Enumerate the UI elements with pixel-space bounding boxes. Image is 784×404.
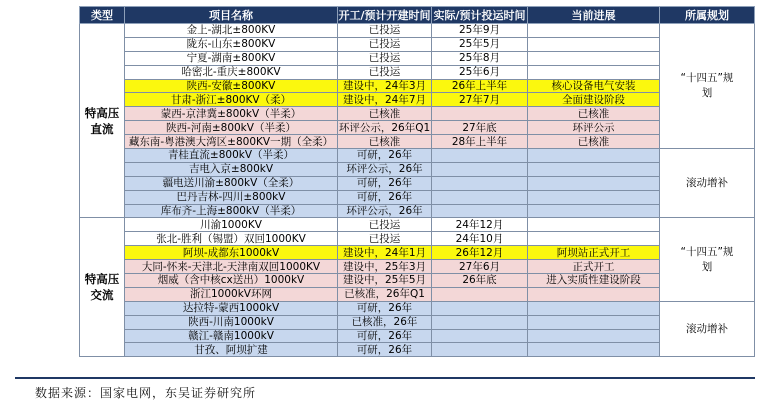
project-name-cell: 青桂直流±800kV（半柔） xyxy=(125,149,338,163)
table-row xyxy=(80,190,755,204)
table-row xyxy=(80,121,755,135)
project-name-cell: 陕西-河南±800kV（半柔） xyxy=(125,121,338,135)
progress-cell: 正式开工 xyxy=(528,260,660,274)
table-row xyxy=(80,260,755,274)
header-start-time: 开工/预计开建时间 xyxy=(338,7,432,24)
operation-time-cell: 25年6月 xyxy=(432,65,528,79)
table-row xyxy=(80,107,755,121)
project-name-cell: 蒙西-京津冀±800kV（半柔） xyxy=(125,107,338,121)
table-row xyxy=(80,329,755,343)
operation-time-cell: 25年5月 xyxy=(432,37,528,51)
footer-divider xyxy=(15,377,755,379)
progress-cell xyxy=(528,24,660,38)
table-row xyxy=(80,93,755,107)
progress-cell xyxy=(528,176,660,190)
operation-time-cell xyxy=(432,301,528,315)
project-name-cell: 达拉特-蒙西1000kV xyxy=(125,301,338,315)
plan-cell: 滚动增补 xyxy=(660,149,755,218)
operation-time-cell: 28年上半年 xyxy=(432,135,528,149)
project-name-cell: 哈密北-重庆±800KV xyxy=(125,65,338,79)
uhv-projects-table xyxy=(79,6,755,357)
start-time-cell: 环评公示，26年 xyxy=(338,204,432,218)
header-plan: 所属规划 xyxy=(660,7,755,24)
category-cell: 特高压 直流 xyxy=(80,24,125,218)
start-time-cell: 可研，26年 xyxy=(338,176,432,190)
operation-time-cell: 26年上半年 xyxy=(432,79,528,93)
project-name-cell: 陇东-山东±800KV xyxy=(125,37,338,51)
start-time-cell: 已核准，26年 xyxy=(338,315,432,329)
project-name-cell: 库布齐-上海±800kV（半柔） xyxy=(125,204,338,218)
operation-time-cell: 27年6月 xyxy=(432,260,528,274)
start-time-cell: 建设中，24年7月 xyxy=(338,93,432,107)
project-name-cell: 宁夏-湖南±800KV xyxy=(125,51,338,65)
project-name-cell: 阿坝-成都东1000kV xyxy=(125,246,338,260)
header-progress: 当前进展 xyxy=(528,7,660,24)
source-note: 数据来源：国家电网，东吴证券研究所 xyxy=(35,386,257,400)
table-row xyxy=(80,37,755,51)
start-time-cell: 已投运 xyxy=(338,232,432,246)
project-name-cell: 张北-胜利（锡盟）双回1000KV xyxy=(125,232,338,246)
start-time-cell: 已投运 xyxy=(338,37,432,51)
table-row xyxy=(80,287,755,301)
project-name-cell: 疆电送川渝±800kV（全柔） xyxy=(125,176,338,190)
operation-time-cell: 27年底 xyxy=(432,121,528,135)
start-time-cell: 环评公示，26年Q1 xyxy=(338,121,431,134)
start-time-cell: 已投运 xyxy=(338,218,432,232)
start-time-cell: 可研，26年 xyxy=(338,343,432,357)
progress-cell xyxy=(528,204,660,218)
table-row xyxy=(80,246,755,260)
plan-cell: “十四五”规 划 xyxy=(660,24,755,149)
table-row xyxy=(80,24,755,38)
progress-cell xyxy=(528,232,660,246)
operation-time-cell xyxy=(432,149,528,163)
progress-cell xyxy=(528,315,660,329)
project-name-cell: 赣江-赣南1000kV xyxy=(125,329,338,343)
table-row xyxy=(80,162,755,176)
table-row xyxy=(80,343,755,357)
progress-cell: 核心设备电气安装 xyxy=(528,79,660,93)
project-name-cell: 大同-怀来-天津北-天津南双回1000KV xyxy=(125,260,338,274)
operation-time-cell xyxy=(432,176,528,190)
project-name-cell: 吉电入京±800kV xyxy=(125,162,338,176)
table-row xyxy=(80,51,755,65)
operation-time-cell: 25年9月 xyxy=(432,24,528,38)
start-time-cell: 已核准，26年Q1 xyxy=(338,287,432,301)
progress-cell xyxy=(528,51,660,65)
projects-table-wrap xyxy=(79,6,754,357)
category-cell: 特高压 交流 xyxy=(80,218,125,357)
progress-cell: 环评公示 xyxy=(528,121,660,135)
operation-time-cell: 27年7月 xyxy=(432,93,528,107)
project-name-cell: 浙江1000kV环网 xyxy=(125,287,338,301)
header-row xyxy=(80,7,755,24)
start-time-cell: 可研，26年 xyxy=(338,190,432,204)
progress-cell xyxy=(528,190,660,204)
operation-time-cell xyxy=(432,329,528,343)
start-time-cell: 建设中，25年3月 xyxy=(338,260,432,274)
start-time-cell: 可研，26年 xyxy=(338,301,432,315)
project-name-cell: 陕西-川南1000kV xyxy=(125,315,338,329)
operation-time-cell: 24年12月 xyxy=(432,218,528,232)
progress-cell: 阿坝站正式开工 xyxy=(528,246,660,260)
progress-cell xyxy=(528,301,660,315)
header-type: 类型 xyxy=(80,7,125,24)
table-row xyxy=(80,274,755,288)
start-time-cell: 可研，26年 xyxy=(338,149,432,163)
operation-time-cell: 26年12月 xyxy=(432,246,528,260)
header-project-name: 项目名称 xyxy=(125,7,338,24)
operation-time-cell xyxy=(432,343,528,357)
project-name-cell: 川渝1000KV xyxy=(125,218,338,232)
project-name-cell: 巴丹吉林-四川±800kV xyxy=(125,190,338,204)
operation-time-cell xyxy=(432,162,528,176)
operation-time-cell: 24年10月 xyxy=(432,232,528,246)
project-name-cell: 陕西-安徽±800KV xyxy=(125,79,338,93)
table-row xyxy=(80,149,755,163)
table-row xyxy=(80,301,755,315)
operation-time-cell xyxy=(432,315,528,329)
project-name-cell: 甘肃-浙江±800KV（柔） xyxy=(125,93,338,107)
start-time-cell: 已核准 xyxy=(338,135,432,149)
progress-cell xyxy=(528,162,660,176)
start-time-cell: 建设中，24年3月 xyxy=(338,79,432,93)
progress-cell: 进入实质性建设阶段 xyxy=(528,274,660,288)
start-time-cell: 可研，26年 xyxy=(338,329,432,343)
table-row xyxy=(80,79,755,93)
progress-cell xyxy=(528,37,660,51)
table-row xyxy=(80,218,755,232)
table-row xyxy=(80,135,755,149)
progress-cell xyxy=(528,287,660,301)
project-name-cell: 甘孜、阿坝扩建 xyxy=(125,343,338,357)
start-time-cell: 建设中，25年5月 xyxy=(338,274,432,288)
start-time-cell: 已核准 xyxy=(338,107,432,121)
plan-cell: 滚动增补 xyxy=(660,301,755,357)
progress-cell xyxy=(528,149,660,163)
start-time-cell: 建设中，24年1月 xyxy=(338,246,432,260)
project-name-cell: 金上-湖北±800KV xyxy=(125,24,338,38)
start-time-cell: 已投运 xyxy=(338,24,432,38)
project-name-cell: 藏东南-粤港澳大湾区±800KV一期（全柔） xyxy=(125,135,338,149)
start-time-cell: 已投运 xyxy=(338,51,432,65)
table-row xyxy=(80,204,755,218)
progress-cell xyxy=(528,329,660,343)
table-row xyxy=(80,315,755,329)
operation-time-cell: 25年8月 xyxy=(432,51,528,65)
table-row xyxy=(80,65,755,79)
table-body xyxy=(80,24,755,357)
operation-time-cell xyxy=(432,107,528,121)
progress-cell: 已核准 xyxy=(528,135,660,149)
table-row xyxy=(80,176,755,190)
start-time-cell: 环评公示，26年 xyxy=(338,162,432,176)
operation-time-cell xyxy=(432,287,528,301)
operation-time-cell: 26年底 xyxy=(432,274,528,288)
progress-cell xyxy=(528,343,660,357)
operation-time-cell xyxy=(432,204,528,218)
operation-time-cell xyxy=(432,190,528,204)
progress-cell xyxy=(528,218,660,232)
plan-cell: “十四五”规 划 xyxy=(660,218,755,301)
progress-cell xyxy=(528,65,660,79)
header-operation-time: 实际/预计投运时间 xyxy=(432,7,528,24)
start-time-cell: 已投运 xyxy=(338,65,432,79)
progress-cell: 已核准 xyxy=(528,107,660,121)
table-row xyxy=(80,232,755,246)
progress-cell: 全面建设阶段 xyxy=(528,93,660,107)
project-name-cell: 烟威（含中核cx送出）1000kV xyxy=(125,274,338,288)
